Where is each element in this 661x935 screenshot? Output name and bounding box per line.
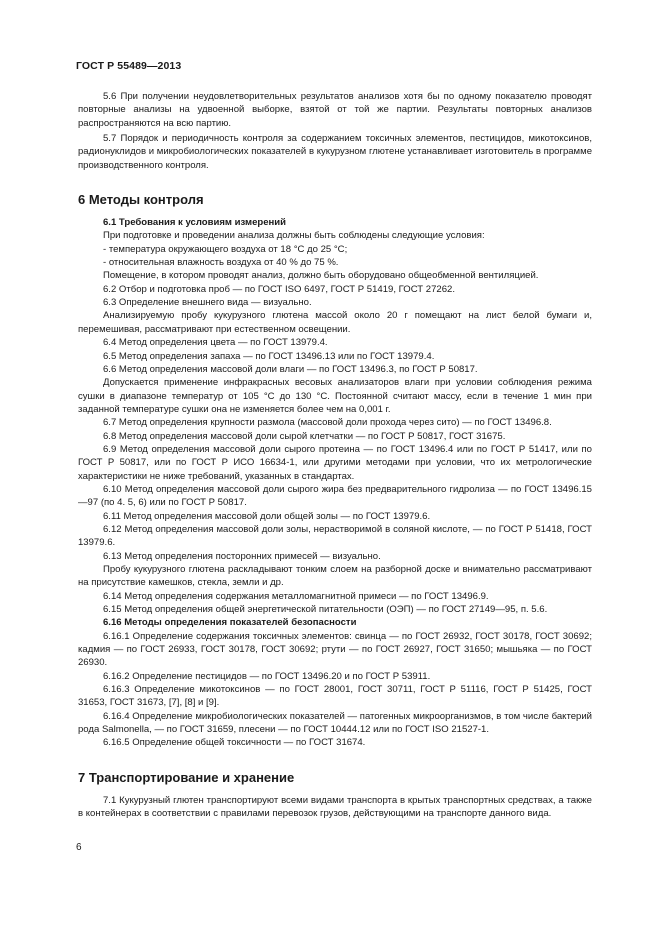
paragraph-conditions-intro: При подготовке и проведении анализа должны быть соблюдены следующие условия: [103, 230, 485, 242]
paragraph-6-16-3: 6.16.3 Определение микотоксинов — по ГОСТ 28001, ГОСТ 30711, ГОСТ Р 51116, ГОСТ Р 51425, ГОСТ 31653, ГОСТ 31673, [7], [8] и [9]. [78, 684, 592, 709]
subsection-heading-6-1: 6.1 Требования к условиям измерений [103, 217, 287, 229]
paragraph-6-16-2: 6.16.2 Определение пестицидов — по ГОСТ 13496.20 и по ГОСТ Р 53911. [103, 670, 431, 682]
paragraph-6-3: 6.3 Определение внешнего вида — визуально. [103, 297, 312, 309]
section-heading-6: 6 Методы контроля [78, 192, 204, 208]
paragraph-6-5: 6.5 Метод определения запаха — по ГОСТ 13496.13 или по ГОСТ 13979.4. [103, 350, 435, 362]
paragraph-sample-view: Анализируемую пробу кукурузного глютена массой около 20 г помещают на лист белой бумаги и, перемешивая, рассматривают при естественном освещении. [78, 310, 592, 335]
subsection-heading-6-16: 6.16 Методы определения показателей безопасности [103, 617, 357, 629]
paragraph-6-11: 6.11 Метод определения массовой доли общей золы — по ГОСТ 13979.6. [103, 510, 431, 522]
paragraph-7-1: 7.1 Кукурузный глютен транспортируют всеми видами транспорта в крытых транспортных средствах, а также в контейнерах в соответствии с правилами перевозок грузов, действующими на транспорте данного вида. [78, 794, 592, 820]
paragraph-6-4: 6.4 Метод определения цвета — по ГОСТ 13979.4. [103, 337, 328, 349]
paragraph-6-13: 6.13 Метод определения посторонних примесей — визуально. [103, 550, 381, 562]
paragraph-5-7: 5.7 Порядок и периодичность контроля за содержанием токсичных элементов, пестицидов, микотоксинов, радионуклидов и микробиологических показателей в кукурузном глютене устанавливает изготовитель в программе производственного контроля. [78, 133, 592, 171]
paragraph-impurities: Пробу кукурузного глютена раскладывают тонким слоем на разборной доске и внимательно рассматривают на присутствие камешков, стекла, земли и др. [78, 564, 592, 589]
paragraph-infrared: Допускается применение инфракрасных весовых анализаторов влаги при условии соблюдения режима сушки в диапазоне температур от 105 °С до 130 °С. Постоянной считают массу, если в течение 1 мин при заданной температуре сушки она не изменяется более чем на 0,001 г. [78, 377, 592, 415]
paragraph-6-16-4: 6.16.4 Определение микробиологических показателей — патогенных микроорганизмов, в том числе бактерий рода Salmonella, — по ГОСТ 31659, плесени — по ГОСТ 10444.12 или по ГОСТ ISO 21527-1. [78, 710, 592, 736]
paragraph-6-9: 6.9 Метод определения массовой доли сырого протеина — по ГОСТ 13496.4 или по ГОСТ Р 51417, или по ГОСТ Р 50817, или по ГОСТ Р ИСО 16634-1, или другими методами при условии, что их метрологические характеристики не ниже требований, указанных в стандартах. [78, 443, 592, 482]
paragraph-5-6: 5.6 При получении неудовлетворительных результатов анализов хотя бы по одному показателю проводят повторные анализы на удвоенной выборке, взятой от той же партии. Результаты повторных анализов распространяются на всю партию. [78, 91, 592, 129]
list-item-temperature: - температура окружающего воздуха от 18 °С до 25 °С; [103, 243, 348, 255]
paragraph-ventilation: Помещение, в котором проводят анализ, должно быть оборудовано общеобменной вентиляцией. [103, 270, 539, 282]
paragraph-6-2: 6.2 Отбор и подготовка проб — по ГОСТ ISO 6497, ГОСТ Р 51419, ГОСТ 27262. [103, 283, 455, 295]
page-number: 6 [76, 842, 82, 853]
paragraph-6-16-5: 6.16.5 Определение общей токсичности — по ГОСТ 31674. [103, 737, 366, 749]
paragraph-6-15: 6.15 Метод определения общей энергетической питательности (ОЭП) — по ГОСТ 27149—95, п. 5.6. [103, 604, 548, 616]
document-body [78, 90, 592, 821]
list-item-humidity: - относительная влажность воздуха от 40 % до 75 %. [103, 257, 339, 269]
paragraph-6-16-1: 6.16.1 Определение содержания токсичных элементов: свинца — по ГОСТ 26932, ГОСТ 30178, ГОСТ 30692; кадмия — по ГОСТ 26933, ГОСТ 30178, ГОСТ 30692; ртути — по ГОСТ 26927, ГОСТ 31650; мышьяка — по ГОСТ 26930. [78, 630, 592, 669]
section-heading-7: 7 Транспортирование и хранение [78, 769, 295, 785]
running-header: ГОСТ Р 55489—2013 [76, 60, 182, 72]
paragraph-6-7: 6.7 Метод определения крупности размола (массовой доли прохода через сито) — по ГОСТ 13496.8. [103, 417, 552, 429]
paragraph-6-14: 6.14 Метод определения содержания металломагнитной примеси — по ГОСТ 13496.9. [103, 590, 489, 602]
paragraph-6-6: 6.6 Метод определения массовой доли влаги — по ГОСТ 13496.3, по ГОСТ Р 50817. [103, 363, 478, 375]
paragraph-6-10: 6.10 Метод определения массовой доли сырого жира без предварительного гидролиза — по ГОСТ 13496.15—97 (по 4. 5, 6) или по ГОСТ Р 50817. [78, 483, 592, 509]
paragraph-6-8: 6.8 Метод определения массовой доли сырой клетчатки — по ГОСТ Р 50817, ГОСТ 31675. [103, 430, 506, 442]
paragraph-6-12: 6.12 Метод определения массовой доли золы, нерастворимой в соляной кислоте, — по ГОСТ Р 51418, ГОСТ 13979.6. [78, 523, 592, 549]
